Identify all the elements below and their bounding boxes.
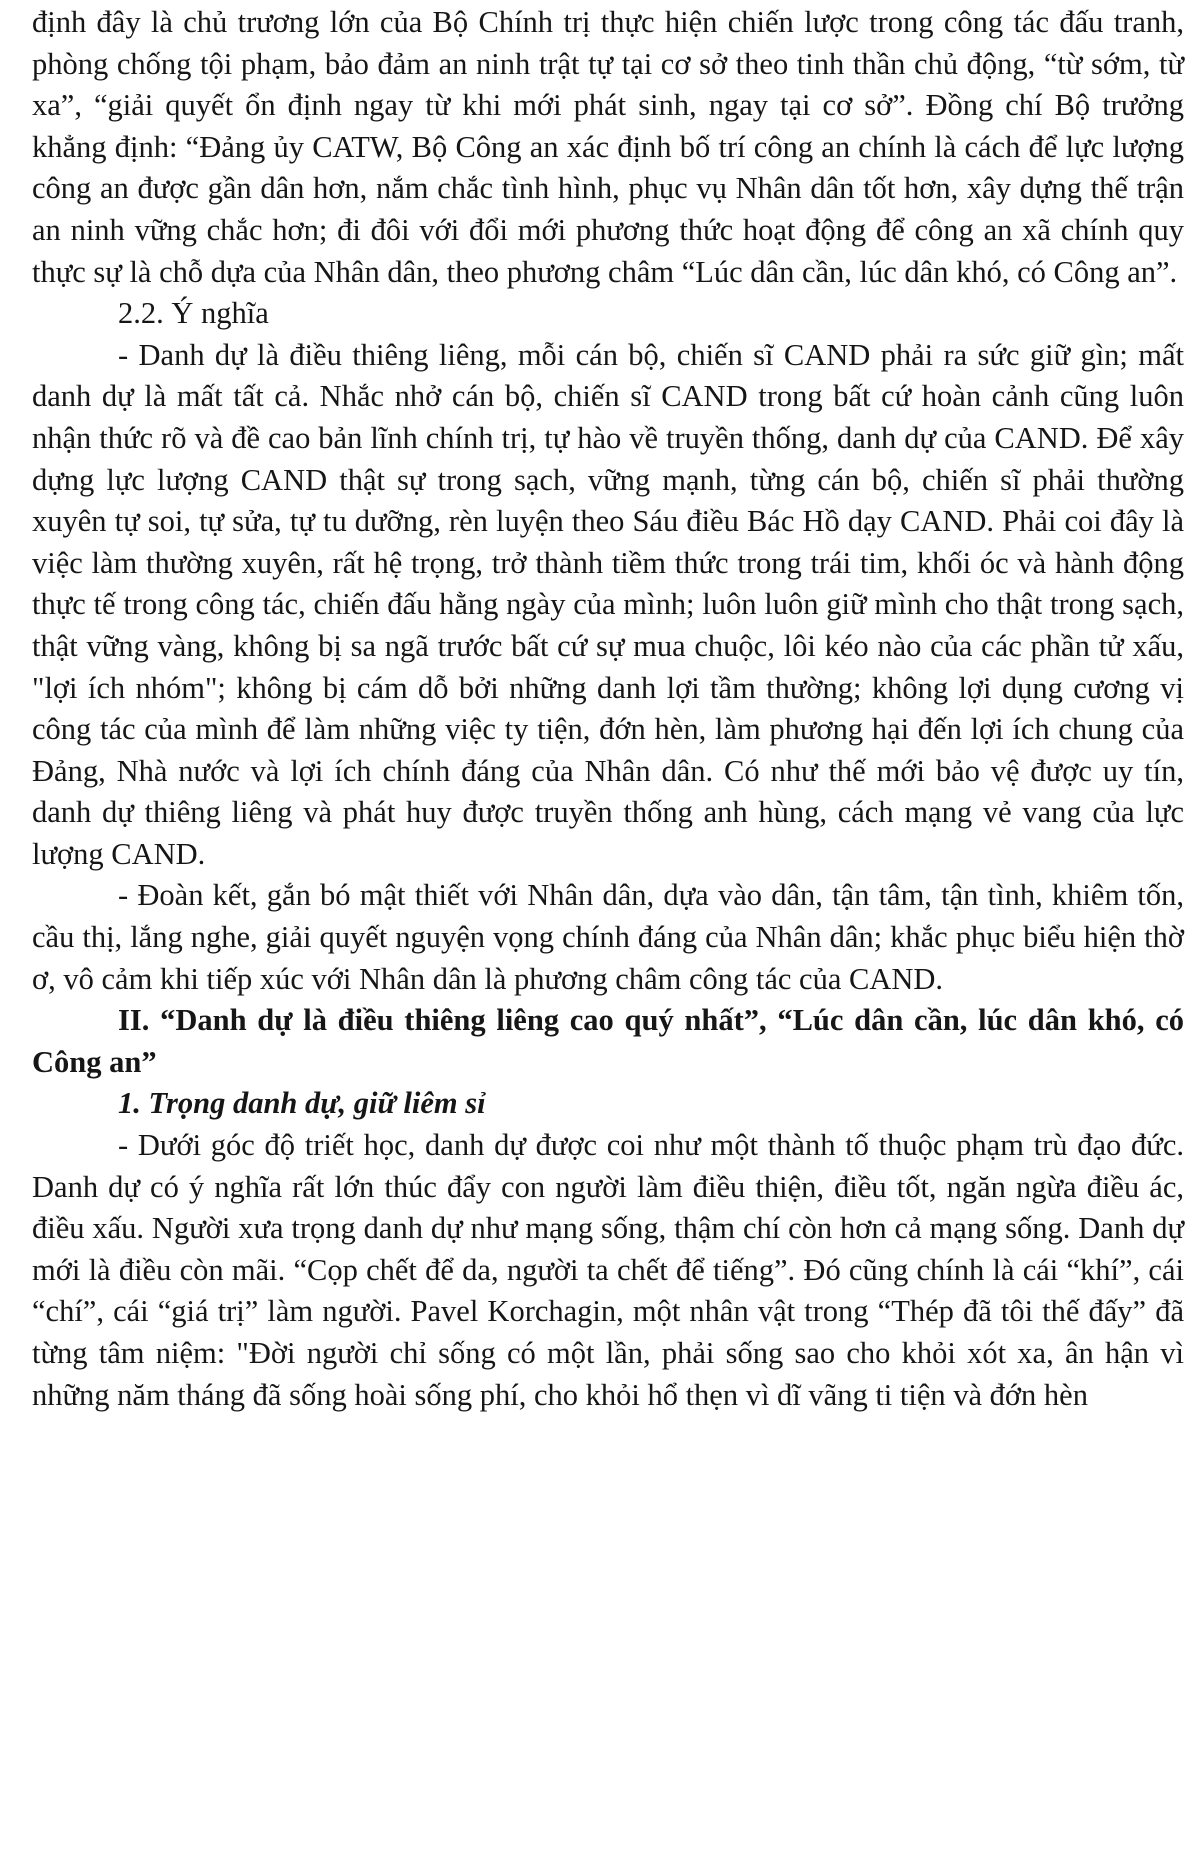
paragraph-intro: định đây là chủ trương lớn của Bộ Chính trị thực hiện chiến lược trong công tác đấu tranh, phòng chống tội phạm, bảo đảm an ninh trật tự tại cơ sở theo tinh thần chủ động, “từ sớm, từ xa”, “giải quyết ổn định ngay từ khi mới phát sinh, ngay tại cơ sở”. Đồng chí Bộ trưởng khẳng định: “Đảng ủy CATW, Bộ Công an xác định bố trí công an chính là cách để lực lượng công an được gần dân hơn, nắm chắc tình hình, phục vụ Nhân dân tốt hơn, xây dựng thế trận an ninh vững chắc hơn; đi đôi với đổi mới phương thức hoạt động để công an xã chính quy thực sự là chỗ dựa của Nhân dân, theo phương châm “Lúc dân cần, lúc dân khó, có Công an”. <box>32 5 1184 289</box>
subsection-heading-1: 1. Trọng danh dự, giữ liêm sỉ <box>118 1086 486 1121</box>
paragraph-triet-hoc: - Dưới góc độ triết học, danh dự được coi như một thành tố thuộc phạm trù đạo đức. Danh dự có ý nghĩa rất lớn thúc đẩy con người làm điều thiện, điều tốt, ngăn ngừa điều ác, điều xấu. Người xưa trọng danh dự như mạng sống, thậm chí còn hơn cả mạng sống. Danh dự mới là điều còn mãi. “Cọp chết để da, người ta chết để tiếng”. Đó cũng chính là cái “khí”, cái “chí”, cái “giá trị” làm người. Pavel Korchagin, một nhân vật trong “Thép đã tôi thế đấy” đã từng tâm niệm: "Đời người chỉ sống có một lần, phải sống sao cho khỏi xót xa, ân hận vì những năm tháng đã sống hoài sống phí, cho khỏi hổ thẹn vì dĩ vãng ti tiện và đớn hèn <box>32 1128 1184 1412</box>
paragraph-danh-du: - Danh dự là điều thiêng liêng, mỗi cán bộ, chiến sĩ CAND phải ra sức giữ gìn; mất danh dự là mất tất cả. Nhắc nhở cán bộ, chiến sĩ CAND trong bất cứ hoàn cảnh cũng luôn nhận thức rõ và đề cao bản lĩnh chính trị, tự hào về truyền thống, danh dự của CAND. Để xây dựng lực lượng CAND thật sự trong sạch, vững mạnh, từng cán bộ, chiến sĩ phải thường xuyên tự soi, tự sửa, tự tu dưỡng, rèn luyện theo Sáu điều Bác Hồ dạy CAND. Phải coi đây là việc làm thường xuyên, rất hệ trọng, trở thành tiềm thức trong trái tim, khối óc và hành động thực tế trong công tác, chiến đấu hằng ngày của mình; luôn luôn giữ mình cho thật trong sạch, thật vững vàng, không bị sa ngã trước bất cứ sự mua chuộc, lôi kéo nào của các phần tử xấu, "lợi ích nhóm"; không bị cám dỗ bởi những danh lợi tầm thường; không lợi dụng cương vị công tác của mình để làm những việc ty tiện, đớn hèn, làm phương hại đến lợi ích chung của Đảng, Nhà nước và lợi ích chính đáng của Nhân dân. Có như thế mới bảo vệ được uy tín, danh dự thiêng liêng và phát huy được truyền thống anh hùng, cách mạng vẻ vang của lực lượng CAND. <box>32 337 1184 871</box>
subheading-2-2: 2.2. Ý nghĩa <box>118 296 269 331</box>
paragraph-doan-ket: - Đoàn kết, gắn bó mật thiết với Nhân dân, dựa vào dân, tận tâm, tận tình, khiêm tốn, cầu thị, lắng nghe, giải quyết nguyện vọng chính đáng của Nhân dân; khắc phục biểu hiện thờ ơ, vô cảm khi tiếp xúc với Nhân dân là phương châm công tác của CAND. <box>32 878 1184 996</box>
section-heading-ii: II. “Danh dự là điều thiêng liêng cao quý nhất”, “Lúc dân cần, lúc dân khó, có Công an” <box>32 1003 1184 1079</box>
